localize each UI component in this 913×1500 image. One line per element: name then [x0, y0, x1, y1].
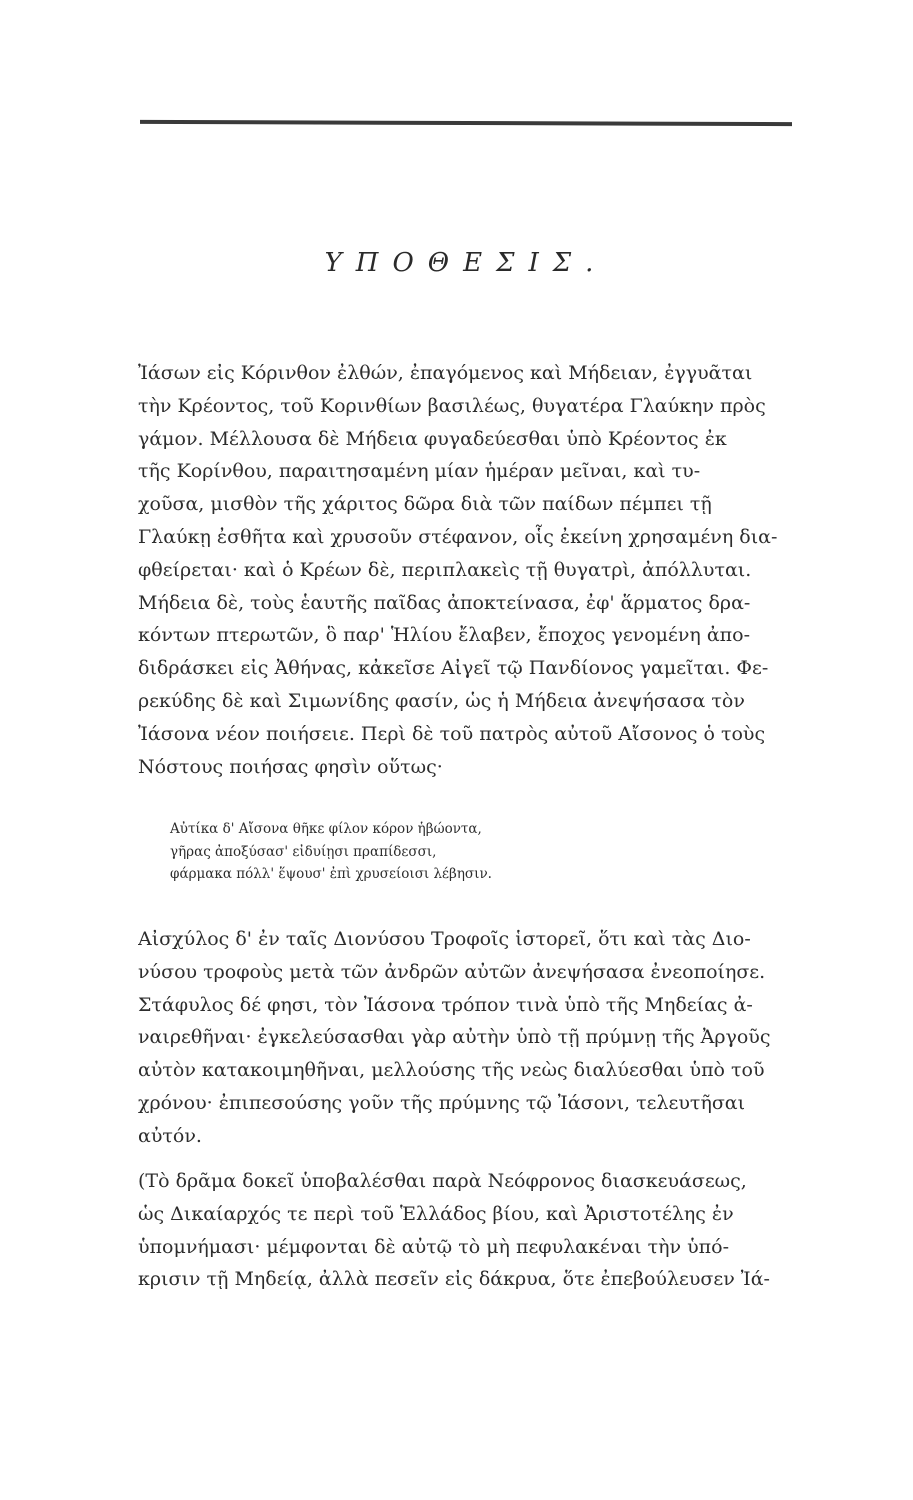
text-line: κόντων πτερωτῶν, ὃ παρ' Ἡλίου ἔλαβεν, ἔποχος γενομένη ἀπο- — [138, 624, 751, 647]
text-line: διδράσκει εἰς Ἀθήνας, κἀκεῖσε Αἰγεῖ τῷ Πανδίονος γαμεῖται. Φε- — [138, 657, 769, 680]
verse-line: γῆρας ἀποξύσασ' εἰδυίῃσι πραπίδεσσι, — [170, 843, 437, 860]
verse-line: Αὐτίκα δ' Αἴσονα θῆκε φίλον κόρον ἡβώοντα, — [170, 821, 482, 837]
aeschylus-paragraph — [138, 923, 798, 1153]
text-line: νύσου τροφοὺς μετὰ τῶν ἀνδρῶν αὐτῶν ἀνεψήσασα ἐνεοποίησε. — [138, 960, 766, 983]
text-line: φθείρεται· καὶ ὁ Κρέων δὲ, περιπλακεὶς τῇ θυγατρὶ, ἀπόλλυται. — [138, 558, 752, 581]
text-line: αὐτὸν κατακοιμηθῆναι, μελλούσης τῆς νεὼς διαλύεσθαι ὑπὸ τοῦ — [138, 1059, 765, 1082]
text-line: ναιρεθῆναι· ἐγκελεύσασθαι γὰρ αὐτὴν ὑπὸ τῇ πρύμνῃ τῆς Ἀργοῦς — [138, 1026, 771, 1049]
text-line: ὑπομνήμασι· μέμφονται δὲ αὐτῷ τὸ μὴ πεφυλακέναι τὴν ὑπό- — [138, 1235, 729, 1258]
text-line: τῆς Κορίνθου, παραιτησαμένη μίαν ἡμέραν μεῖναι, καὶ τυ- — [138, 460, 701, 483]
text-line: κρισιν τῇ Μηδείᾳ, ἀλλὰ πεσεῖν εἰς δάκρυα, ὅτε ἐπεβούλευσεν Ἰά- — [138, 1268, 770, 1291]
text-line: αὐτόν. — [138, 1124, 202, 1147]
text-line: Γλαύκῃ ἐσθῆτα καὶ χρυσοῦν στέφανον, οἷς ἐκείνη χρησαμένη δια- — [138, 525, 778, 548]
text-line: γάμον. Μέλλουσα δὲ Μήδεια φυγαδεύεσθαι ὑπὸ Κρέοντος ἐκ — [138, 427, 727, 450]
text-line: Μήδεια δὲ, τοὺς ἑαυτῆς παῖδας ἀποκτείνασα, ἐφ' ἅρματος δρα- — [138, 591, 751, 614]
text-line: Ἰάσων εἰς Κόρινθον ἐλθών, ἐπαγόμενος καὶ Μήδειαν, ἐγγυᾶται — [138, 362, 753, 384]
header-rule — [140, 120, 792, 126]
text-line: Νόστους ποιήσας φησὶν οὕτως· — [138, 755, 443, 778]
text-line: τὴν Κρέοντος, τοῦ Κορινθίων βασιλέως, θυγατέρα Γλαύκην πρὸς — [138, 394, 766, 417]
text-line: χοῦσα, μισθὸν τῆς χάριτος δῶρα διὰ τῶν παίδων πέμπει τῇ — [138, 493, 712, 516]
text-line: ρεκύδης δὲ καὶ Σιμωνίδης φασίν, ὡς ἡ Μήδεια ἀνεψήσασα τὸν — [138, 689, 745, 712]
text-line: (Τὸ δρᾶμα δοκεῖ ὑποβαλέσθαι παρὰ Νεόφρονος διασκευάσεως, — [138, 1170, 747, 1192]
text-line: Στάφυλος δέ φησι, τὸν Ἰάσονα τρόπον τινὰ ὑπὸ τῆς Μηδείας ἀ- — [138, 993, 753, 1016]
text-line: Αἰσχύλος δ' ἐν ταῖς Διονύσου Τροφοῖς ἱστορεῖ, ὅτι καὶ τὰς Διο- — [138, 928, 751, 950]
text-line: Ἰάσονα νέον ποιήσειε. Περὶ δὲ τοῦ πατρὸς αὐτοῦ Αἴσονος ὁ τοὺς — [138, 722, 766, 745]
text-line: ὡς Δικαίαρχός τε περὶ τοῦ Ἑλλάδος βίου, καὶ Ἀριστοτέλης ἐν — [138, 1202, 734, 1225]
verse-quotation — [170, 818, 730, 886]
verse-line: φάρμακα πόλλ' ἕψουσ' ἐπὶ χρυσείοισι λέβησιν. — [170, 866, 492, 882]
text-line: χρόνου· ἐπιπεσούσης γοῦν τῆς πρύμνης τῷ Ἰάσονι, τελευτῆσαι — [138, 1091, 746, 1114]
drama-paragraph — [138, 1165, 798, 1296]
argument-paragraph — [138, 357, 798, 783]
page-title: ΥΠΟΘΕΣΙΣ. — [324, 248, 608, 278]
